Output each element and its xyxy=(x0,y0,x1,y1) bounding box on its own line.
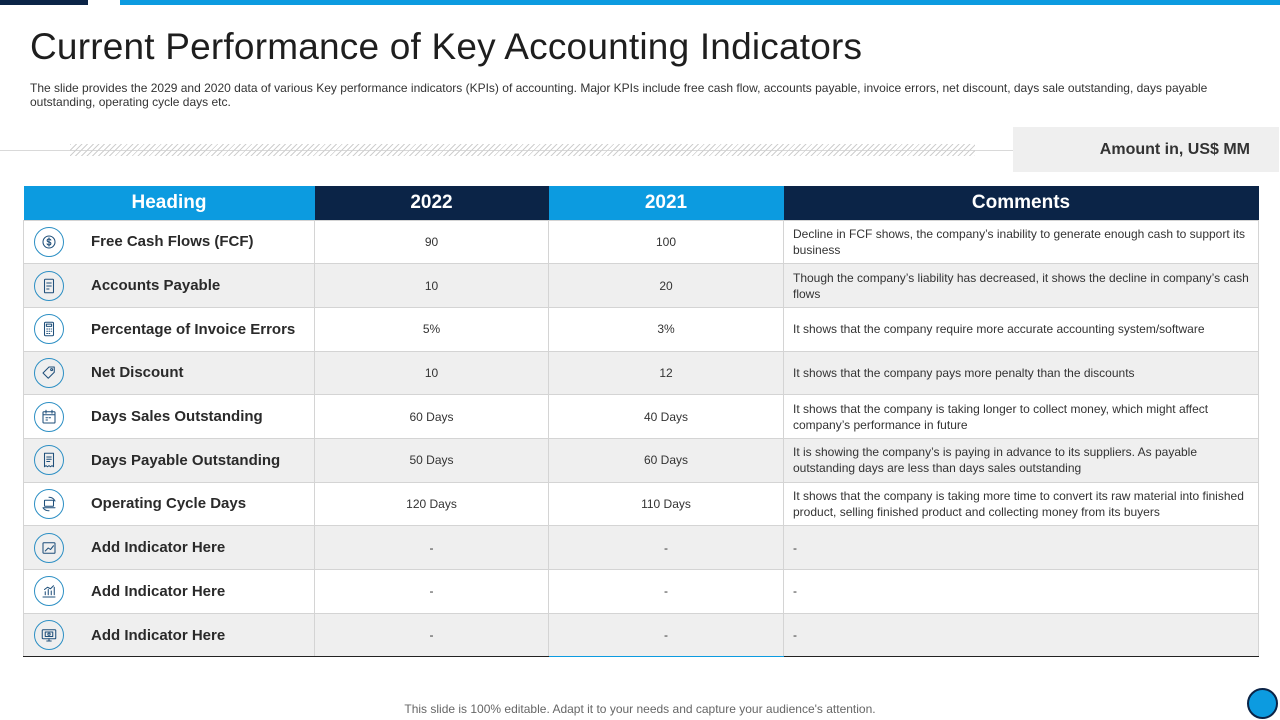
table-row xyxy=(24,526,1259,570)
row-comment: It shows that the company require more accurate accounting system/software xyxy=(784,307,1259,351)
row-heading-label: Add Indicator Here xyxy=(91,626,226,644)
table-row xyxy=(24,264,1259,308)
table-row xyxy=(24,307,1259,351)
row-comment: It shows that the company is taking longer to collect money, which might affect company’s performance in future xyxy=(784,395,1259,439)
col-header-2021: 2021 xyxy=(549,186,784,220)
row-heading-label: Days Payable Outstanding xyxy=(91,451,281,469)
row-heading-label: Operating Cycle Days xyxy=(91,495,247,513)
row-value-2021: 100 xyxy=(549,220,784,264)
top-accent-bar-blue xyxy=(120,0,1280,5)
dollar-coin-icon xyxy=(34,227,64,257)
top-accent-bar-dark xyxy=(0,0,88,5)
row-value-2021: 110 Days xyxy=(549,482,784,526)
row-value-2022: - xyxy=(315,570,549,614)
table-row xyxy=(24,438,1259,482)
table-row xyxy=(24,220,1259,264)
amount-label: Amount in, US$ MM xyxy=(1013,127,1279,172)
table-header-row xyxy=(24,186,1259,220)
row-comment: It is showing the company’s is paying in advance to its suppliers. As payable outstanding days are less than days sales outstanding xyxy=(784,438,1259,482)
col-header-2022: 2022 xyxy=(315,186,549,220)
row-heading-label: Add Indicator Here xyxy=(91,582,226,600)
footer-note: This slide is 100% editable. Adapt it to your needs and capture your audience's attention. xyxy=(404,702,876,716)
table-row xyxy=(24,395,1259,439)
row-heading-label: Percentage of Invoice Errors xyxy=(91,320,296,338)
row-value-2021: - xyxy=(549,613,784,657)
row-heading-cell xyxy=(24,264,315,308)
row-value-2022: 120 Days xyxy=(315,482,549,526)
row-value-2021: 20 xyxy=(549,264,784,308)
row-comment: It shows that the company pays more penalty than the discounts xyxy=(784,351,1259,395)
corner-circle-decoration xyxy=(1247,688,1278,719)
price-tag-icon xyxy=(34,358,64,388)
row-heading-label: Net Discount xyxy=(91,364,184,382)
monitor-money-icon xyxy=(34,620,64,650)
row-value-2022: - xyxy=(315,613,549,657)
row-heading-cell xyxy=(24,395,315,439)
row-value-2021: 3% xyxy=(549,307,784,351)
row-value-2022: 10 xyxy=(315,264,549,308)
growth-chart-icon xyxy=(34,533,64,563)
table-row xyxy=(24,613,1259,657)
row-comment: - xyxy=(784,570,1259,614)
row-heading-cell xyxy=(24,351,315,395)
col-header-heading: Heading xyxy=(24,186,315,220)
row-heading-label: Accounts Payable xyxy=(91,277,221,295)
row-heading-label: Add Indicator Here xyxy=(91,539,226,557)
receipt-icon xyxy=(34,445,64,475)
row-heading-label: Free Cash Flows (FCF) xyxy=(91,233,254,251)
table-row xyxy=(24,570,1259,614)
row-value-2021: - xyxy=(549,570,784,614)
row-value-2022: 60 Days xyxy=(315,395,549,439)
analytics-icon xyxy=(34,576,64,606)
page-title: Current Performance of Key Accounting Indicators xyxy=(30,26,863,67)
row-heading-cell xyxy=(24,438,315,482)
row-heading-cell xyxy=(24,570,315,614)
row-comment: Though the company’s liability has decreased, it shows the decline in company’s cash flows xyxy=(784,264,1259,308)
row-comment: It shows that the company is taking more time to convert its raw material into finished product, selling finished product and collecting money from its buyers xyxy=(784,482,1259,526)
row-heading-cell xyxy=(24,307,315,351)
cycle-laptop-icon xyxy=(34,489,64,519)
table-row xyxy=(24,351,1259,395)
row-heading-label: Days Sales Outstanding xyxy=(91,408,263,426)
row-value-2022: 90 xyxy=(315,220,549,264)
row-comment: Decline in FCF shows, the company’s inability to generate enough cash to support its business xyxy=(784,220,1259,264)
invoice-document-icon xyxy=(34,271,64,301)
row-value-2021: 12 xyxy=(549,351,784,395)
hatch-decoration xyxy=(70,144,975,156)
row-value-2022: 5% xyxy=(315,307,549,351)
page-subtitle: The slide provides the 2029 and 2020 data of various Key performance indicators (KPIs) of accounting. Major KPIs include free cash flow, accounts payable, invoice errors, net discount, days sale outstanding, days payable outstanding, operating cycle days etc. xyxy=(30,81,1208,109)
row-comment: - xyxy=(784,613,1259,657)
kpi-table xyxy=(23,186,1259,657)
row-heading-cell xyxy=(24,482,315,526)
row-value-2022: 10 xyxy=(315,351,549,395)
row-value-2022: 50 Days xyxy=(315,438,549,482)
row-comment: - xyxy=(784,526,1259,570)
row-heading-cell xyxy=(24,526,315,570)
calculator-icon xyxy=(34,314,64,344)
row-value-2021: - xyxy=(549,526,784,570)
row-value-2022: - xyxy=(315,526,549,570)
row-heading-cell xyxy=(24,220,315,264)
row-heading-cell xyxy=(24,613,315,657)
calendar-icon xyxy=(34,402,64,432)
row-value-2021: 40 Days xyxy=(549,395,784,439)
row-value-2021: 60 Days xyxy=(549,438,784,482)
table-row xyxy=(24,482,1259,526)
col-header-comments: Comments xyxy=(784,186,1259,220)
